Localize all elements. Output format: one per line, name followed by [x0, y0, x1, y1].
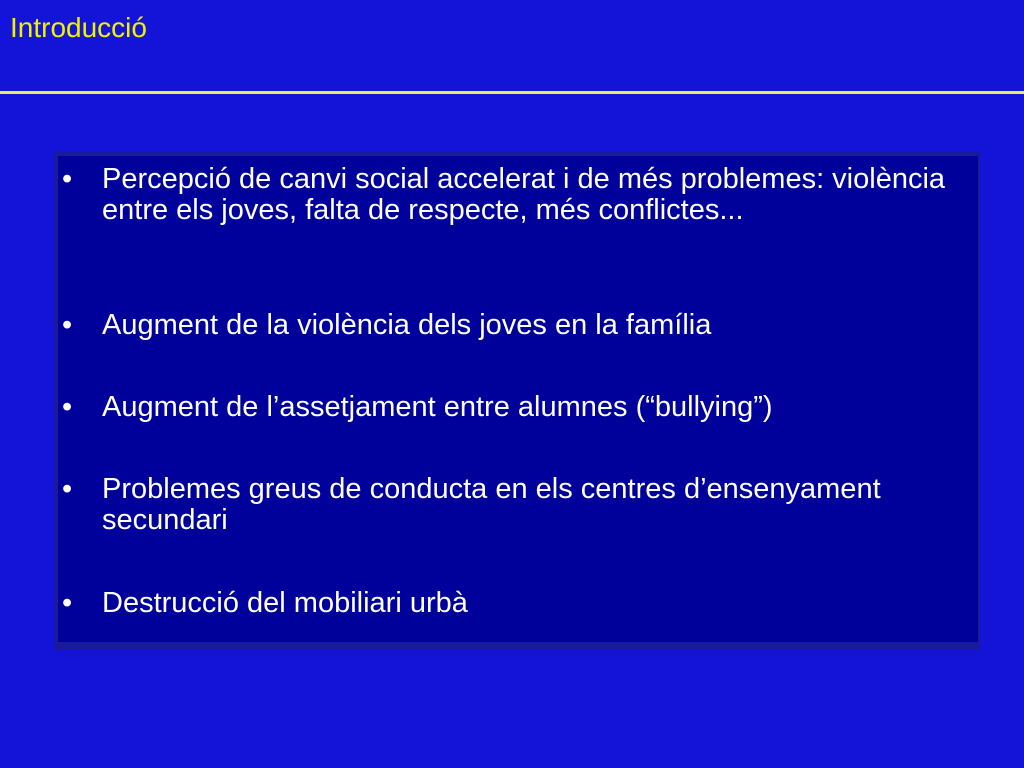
bullet-marker: • — [62, 587, 73, 619]
bullet-text: Augment de la violència dels joves en la família — [102, 309, 712, 341]
bullet-marker: • — [62, 391, 73, 423]
bullet-text: Augment de l’assetjament entre alumnes (“bullying”) — [102, 391, 773, 423]
bullet-text: Destrucció del mobiliari urbà — [102, 587, 468, 619]
content-box — [58, 156, 978, 642]
slide-title: Introducció — [10, 12, 147, 43]
bullet-text: Problemes greus de conducta en els centres d’ensenyament secundari — [102, 473, 881, 536]
bullet-marker: • — [62, 473, 73, 505]
bullet-marker: • — [62, 163, 73, 195]
bullet-marker: • — [62, 309, 73, 341]
title-divider — [0, 91, 1024, 94]
bullet-text: Percepció de canvi social accelerat i de més problemes: violència entre els joves, falta de respecte, més conflictes... — [102, 163, 946, 226]
